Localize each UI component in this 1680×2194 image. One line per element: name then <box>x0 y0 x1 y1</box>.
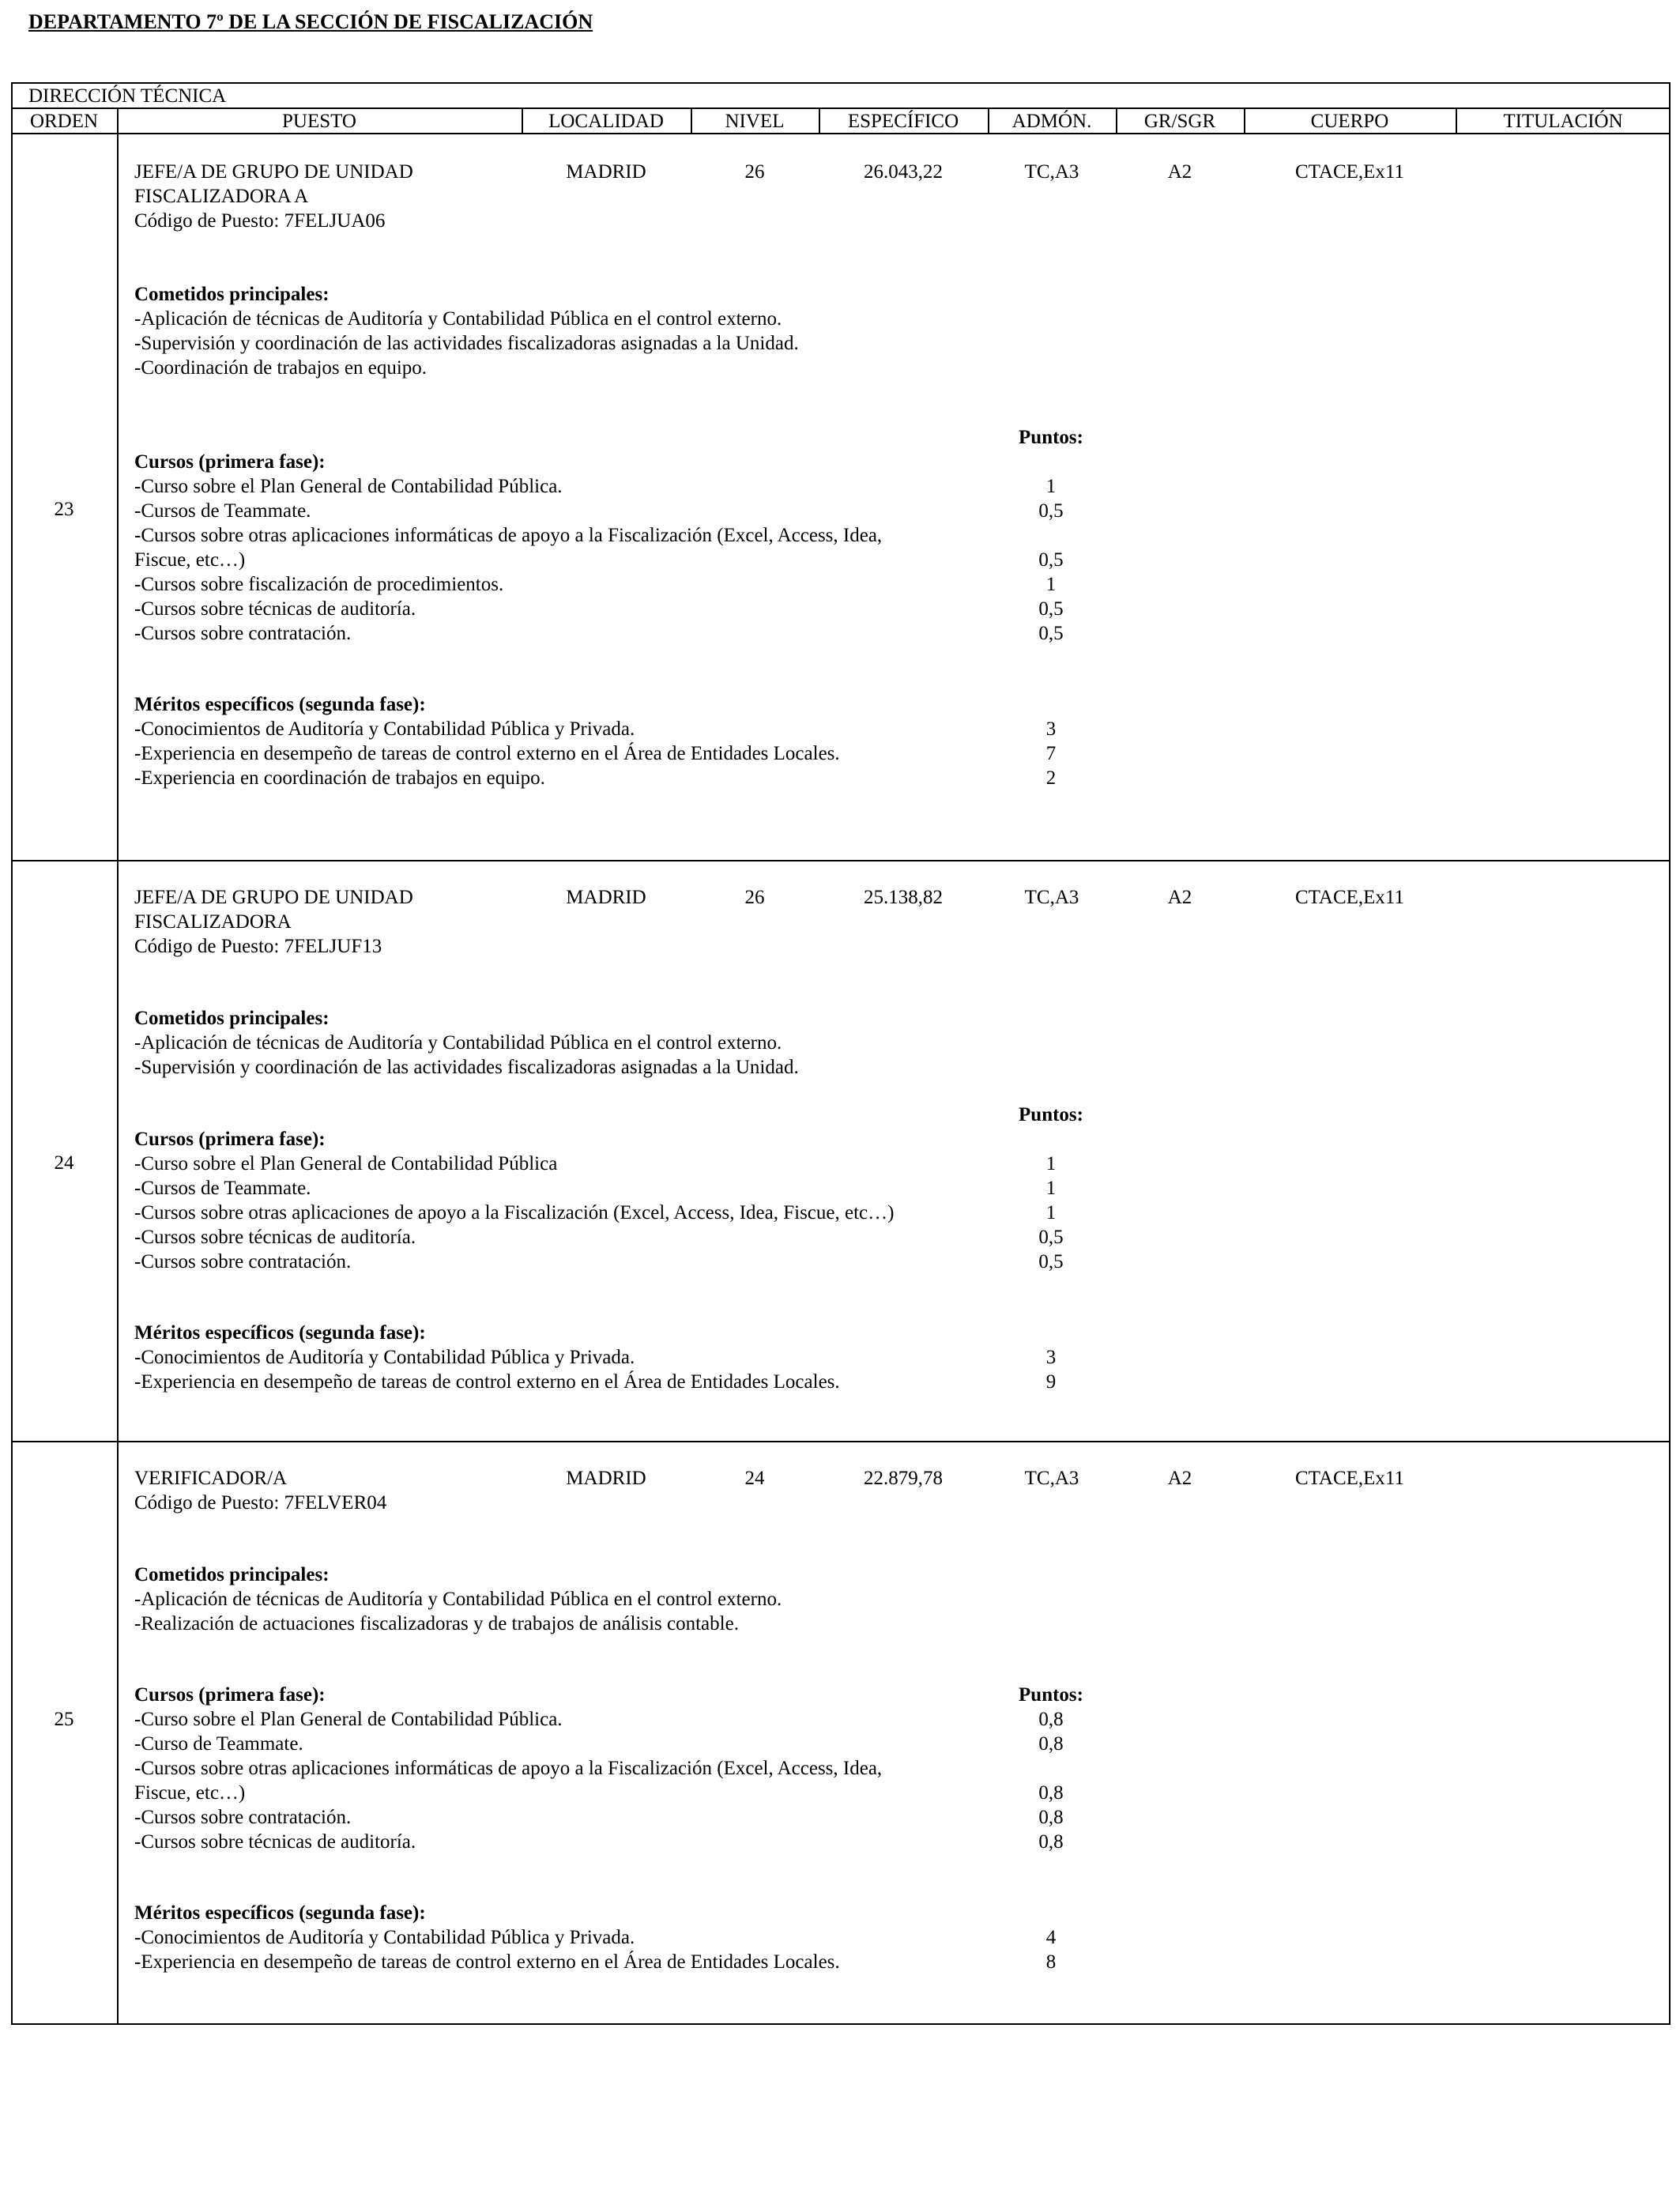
cometido-item: -Aplicación de técnicas de Auditoría y Contabilidad Pública en el control externo. <box>134 308 782 330</box>
section-label: DIRECCIÓN TÉCNICA <box>28 85 227 107</box>
orden-column-divider <box>117 107 119 2025</box>
cursos-block <box>134 1127 894 1274</box>
orden-cell: 25 <box>54 1709 74 1730</box>
row-divider <box>11 1441 1671 1442</box>
puesto-cell <box>134 160 545 233</box>
orden-cell: 24 <box>54 1152 74 1174</box>
header-gr-sgr: GR/SGR <box>1143 111 1216 132</box>
cometidos-block <box>134 282 799 380</box>
cometido-item: -Realización de actuaciones fiscalizadoras y de trabajos de análisis contable. <box>134 1613 739 1634</box>
header-admon: ADMÓN. <box>1011 111 1092 132</box>
puesto-code: Código de Puesto: 7FELJUF13 <box>134 936 382 957</box>
curso-points <box>972 523 1130 548</box>
merito-points: 3 <box>1045 718 1057 740</box>
meritos-points <box>972 1925 1130 1974</box>
curso-points: 0,8 <box>1038 1709 1064 1730</box>
curso-points: 0,8 <box>1038 1831 1064 1853</box>
puesto-line: FISCALIZADORA A <box>134 186 309 207</box>
curso-item: -Curso sobre el Plan General de Contabilidad Pública. <box>134 1709 563 1730</box>
cursos-points <box>972 474 1130 646</box>
merito-points: 3 <box>1045 1347 1057 1368</box>
puesto-line: FISCALIZADORA <box>134 911 292 933</box>
curso-points: 0,5 <box>1038 1227 1064 1248</box>
cometidos-title: Cometidos principales: <box>134 1008 330 1029</box>
curso-item: -Cursos sobre contratación. <box>134 623 352 644</box>
header-puesto: PUESTO <box>281 111 356 132</box>
curso-points: 0,5 <box>1038 549 1064 571</box>
gr-sgr-cell: A2 <box>1167 161 1192 183</box>
meritos-block <box>134 692 840 790</box>
puesto-code: Código de Puesto: 7FELVER04 <box>134 1492 387 1514</box>
merito-points: 7 <box>1045 743 1057 764</box>
curso-item: -Curso sobre el Plan General de Contabilidad Pública <box>134 1153 558 1174</box>
curso-item: -Cursos de Teammate. <box>134 500 311 522</box>
curso-item: -Cursos sobre otras aplicaciones informáticas de apoyo a la Fiscalización (Excel, Access, Idea, <box>134 525 883 546</box>
nivel-cell: 26 <box>744 161 765 183</box>
merito-item: -Experiencia en desempeño de tareas de control externo en el Área de Entidades Locales. <box>134 1951 840 1973</box>
merito-points: 9 <box>1045 1371 1057 1393</box>
cursos-points <box>972 1152 1130 1274</box>
curso-item: -Curso sobre el Plan General de Contabilidad Pública. <box>134 476 563 497</box>
cursos-title: Cursos (primera fase): <box>134 1684 326 1706</box>
cursos-points <box>972 1707 1130 1854</box>
document-title: DEPARTAMENTO 7º DE LA SECCIÓN DE FISCALIZACIÓN <box>28 10 593 33</box>
meritos-points <box>972 1345 1130 1394</box>
curso-points: 0,5 <box>1038 623 1064 644</box>
localidad-cell: MADRID <box>566 1468 646 1489</box>
curso-item: -Cursos sobre técnicas de auditoría. <box>134 1831 416 1853</box>
curso-points: 1 <box>1045 1153 1057 1174</box>
curso-points: 0,8 <box>1038 1782 1064 1804</box>
curso-item: -Cursos sobre otras aplicaciones informáticas de apoyo a la Fiscalización (Excel, Access, Idea, <box>134 1758 883 1779</box>
cometidos-title: Cometidos principales: <box>134 1564 330 1585</box>
admon-cell: TC,A3 <box>1024 1468 1079 1489</box>
cursos-block <box>134 1683 882 1854</box>
curso-points: 0,5 <box>1038 598 1064 620</box>
admon-cell: TC,A3 <box>1024 161 1079 183</box>
merito-item: -Conocimientos de Auditoría y Contabilidad Pública y Privada. <box>134 1927 635 1948</box>
curso-points: 0,8 <box>1038 1733 1064 1755</box>
admon-cell: TC,A3 <box>1024 887 1079 908</box>
curso-points: 0,8 <box>1038 1807 1064 1828</box>
cometido-item: -Coordinación de trabajos en equipo. <box>134 357 428 379</box>
curso-item: -Cursos sobre otras aplicaciones de apoyo a la Fiscalización (Excel, Access, Idea, Fiscue, etc…) <box>134 1202 895 1223</box>
curso-item: Fiscue, etc…) <box>134 1782 246 1804</box>
merito-item: -Experiencia en desempeño de tareas de control externo en el Área de Entidades Locales. <box>134 1371 840 1393</box>
merito-item: -Experiencia en desempeño de tareas de control externo en el Área de Entidades Locales. <box>134 743 840 764</box>
header-especifico: ESPECÍFICO <box>847 111 959 132</box>
gr-sgr-cell: A2 <box>1167 887 1192 908</box>
meritos-block <box>134 1901 840 1974</box>
curso-item: -Cursos sobre técnicas de auditoría. <box>134 598 416 620</box>
header-nivel: NIVEL <box>725 111 785 132</box>
localidad-cell: MADRID <box>566 887 646 908</box>
cometido-item: -Aplicación de técnicas de Auditoría y Contabilidad Pública en el control externo. <box>134 1589 782 1610</box>
header-titulacion: TITULACIÓN <box>1503 111 1623 132</box>
cometidos-block <box>134 1006 799 1080</box>
curso-points: 0,5 <box>1038 1251 1064 1272</box>
cursos-title: Cursos (primera fase): <box>134 451 326 473</box>
puesto-line: JEFE/A DE GRUPO DE UNIDAD <box>134 161 413 183</box>
meritos-title: Méritos específicos (segunda fase): <box>134 1322 426 1344</box>
curso-points: 1 <box>1045 1178 1057 1199</box>
curso-item: Fiscue, etc…) <box>134 549 246 571</box>
cuerpo-cell: CTACE,Ex11 <box>1294 1468 1405 1489</box>
puntos-label: Puntos: <box>1019 427 1083 448</box>
header-cuerpo: CUERPO <box>1310 111 1389 132</box>
cometido-item: -Supervisión y coordinación de las actividades fiscalizadoras asignadas a la Unidad. <box>134 1057 799 1078</box>
meritos-points <box>972 717 1130 790</box>
especifico-cell: 25.138,82 <box>864 887 943 908</box>
curso-item: -Curso de Teammate. <box>134 1733 303 1755</box>
cometido-item: -Supervisión y coordinación de las actividades fiscalizadoras asignadas a la Unidad. <box>134 333 799 354</box>
header-orden: ORDEN <box>29 111 99 132</box>
curso-item: -Cursos sobre contratación. <box>134 1807 352 1828</box>
meritos-title: Méritos específicos (segunda fase): <box>134 694 426 715</box>
puntos-label: Puntos: <box>1019 1104 1083 1125</box>
cursos-title: Cursos (primera fase): <box>134 1129 326 1150</box>
curso-item: -Cursos sobre técnicas de auditoría. <box>134 1227 416 1248</box>
puesto-line: VERIFICADOR/A <box>134 1468 288 1489</box>
merito-points: 4 <box>1045 1927 1057 1948</box>
especifico-cell: 26.043,22 <box>864 161 943 183</box>
curso-item: -Cursos sobre contratación. <box>134 1251 352 1272</box>
gr-sgr-cell: A2 <box>1167 1468 1192 1489</box>
orden-cell: 23 <box>54 499 74 520</box>
puesto-line: JEFE/A DE GRUPO DE UNIDAD <box>134 887 413 908</box>
puesto-code: Código de Puesto: 7FELJUA06 <box>134 210 386 232</box>
merito-item: -Experiencia en coordinación de trabajos en equipo. <box>134 767 545 789</box>
curso-points: 1 <box>1045 1202 1057 1223</box>
especifico-cell: 22.879,78 <box>864 1468 943 1489</box>
merito-item: -Conocimientos de Auditoría y Contabilidad Pública y Privada. <box>134 718 635 740</box>
cometidos-title: Cometidos principales: <box>134 284 330 305</box>
merito-points: 8 <box>1045 1951 1057 1973</box>
header-localidad: LOCALIDAD <box>548 111 664 132</box>
curso-points: 1 <box>1045 476 1057 497</box>
merito-item: -Conocimientos de Auditoría y Contabilidad Pública y Privada. <box>134 1347 635 1368</box>
cometidos-block <box>134 1563 782 1636</box>
curso-points: 1 <box>1045 574 1057 595</box>
curso-points: 0,5 <box>1038 500 1064 522</box>
nivel-cell: 26 <box>744 887 765 908</box>
curso-points <box>972 1756 1130 1781</box>
merito-points: 2 <box>1045 767 1057 789</box>
puesto-cell <box>134 885 545 959</box>
cuerpo-cell: CTACE,Ex11 <box>1294 161 1405 183</box>
cursos-block <box>134 450 882 646</box>
localidad-cell: MADRID <box>566 161 646 183</box>
meritos-title: Méritos específicos (segunda fase): <box>134 1902 426 1924</box>
puesto-cell <box>134 1466 545 1515</box>
nivel-cell: 24 <box>744 1468 765 1489</box>
cometido-item: -Aplicación de técnicas de Auditoría y Contabilidad Pública en el control externo. <box>134 1032 782 1054</box>
curso-item: -Cursos sobre fiscalización de procedimientos. <box>134 574 504 595</box>
row-divider <box>11 860 1671 861</box>
meritos-block <box>134 1321 840 1394</box>
cuerpo-cell: CTACE,Ex11 <box>1294 887 1405 908</box>
puntos-label: Puntos: <box>1019 1684 1083 1706</box>
curso-item: -Cursos de Teammate. <box>134 1178 311 1199</box>
